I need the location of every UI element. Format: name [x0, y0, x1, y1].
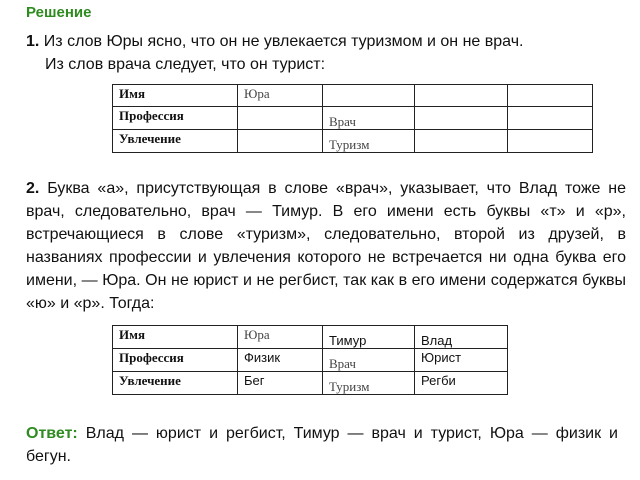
step-2-number: 2.	[26, 180, 40, 197]
table-1-cell: Туризм	[323, 130, 415, 153]
table-2-cell: Регби	[415, 372, 508, 395]
table-1-row-name	[113, 85, 593, 107]
table-2-cell: Врач	[323, 349, 415, 372]
table-1-cell	[238, 107, 323, 130]
table-1	[112, 84, 593, 153]
step-1-line-1: Из слов Юры ясно, что он не увлекается туризмом и он не врач.	[43, 33, 524, 50]
table-1-row-hobby	[113, 130, 593, 153]
step-2-text: Буква «а», присутствующая в слове «врач», указывает, что Влад тоже не врач, следовательно, врач — Тимур. В его имени есть буквы «т» и «р», встречающиеся в слове «туризм», следовательно, второй из друзей, в названиях профессии и увлечения которого не встречается ни одна буква его имени, — Юра. Он не юрист и не регбист, так как в его имени содержатся буквы «ю» и «р». Тогда:	[26, 180, 626, 312]
table-2-label-name: Имя	[113, 326, 238, 349]
table-2-row-name	[113, 326, 508, 349]
answer-text: Влад — юрист и регбист, Тимур — врач и турист, Юра — физик и бегун.	[26, 425, 618, 465]
table-2-cell: Влад	[415, 326, 508, 349]
answer-paragraph	[26, 422, 618, 468]
table-1-cell	[238, 130, 323, 153]
table-2-cell: Физик	[238, 349, 323, 372]
step-2-paragraph	[26, 177, 626, 315]
table-2-cell: Бег	[238, 372, 323, 395]
table-1-cell	[508, 107, 593, 130]
table-1-label-name: Имя	[113, 85, 238, 107]
step-1-paragraph	[26, 30, 626, 76]
table-1-cell	[323, 85, 415, 107]
table-1-label-hobby: Увлечение	[113, 130, 238, 153]
table-1-cell	[415, 107, 508, 130]
solution-heading: Решение	[26, 4, 92, 21]
table-2-label-hobby: Увлечение	[113, 372, 238, 395]
answer-label: Ответ:	[26, 425, 78, 442]
step-1-line-2: Из слов врача следует, что он турист:	[45, 56, 326, 73]
table-2-cell: Юра	[238, 326, 323, 349]
table-1-cell	[508, 85, 593, 107]
table-1-row-profession	[113, 107, 593, 130]
table-1-cell	[415, 85, 508, 107]
table-1-label-profession: Профессия	[113, 107, 238, 130]
step-1-number: 1.	[26, 33, 40, 50]
table-2-cell: Тимур	[323, 326, 415, 349]
table-2-cell: Туризм	[323, 372, 415, 395]
table-1-cell: Врач	[323, 107, 415, 130]
table-1-cell	[508, 130, 593, 153]
table-1-cell	[415, 130, 508, 153]
table-2	[112, 325, 508, 395]
table-1-cell: Юра	[238, 85, 323, 107]
table-2-row-profession	[113, 349, 508, 372]
table-2-row-hobby	[113, 372, 508, 395]
table-2-label-profession: Профессия	[113, 349, 238, 372]
table-2-cell: Юрист	[415, 349, 508, 372]
